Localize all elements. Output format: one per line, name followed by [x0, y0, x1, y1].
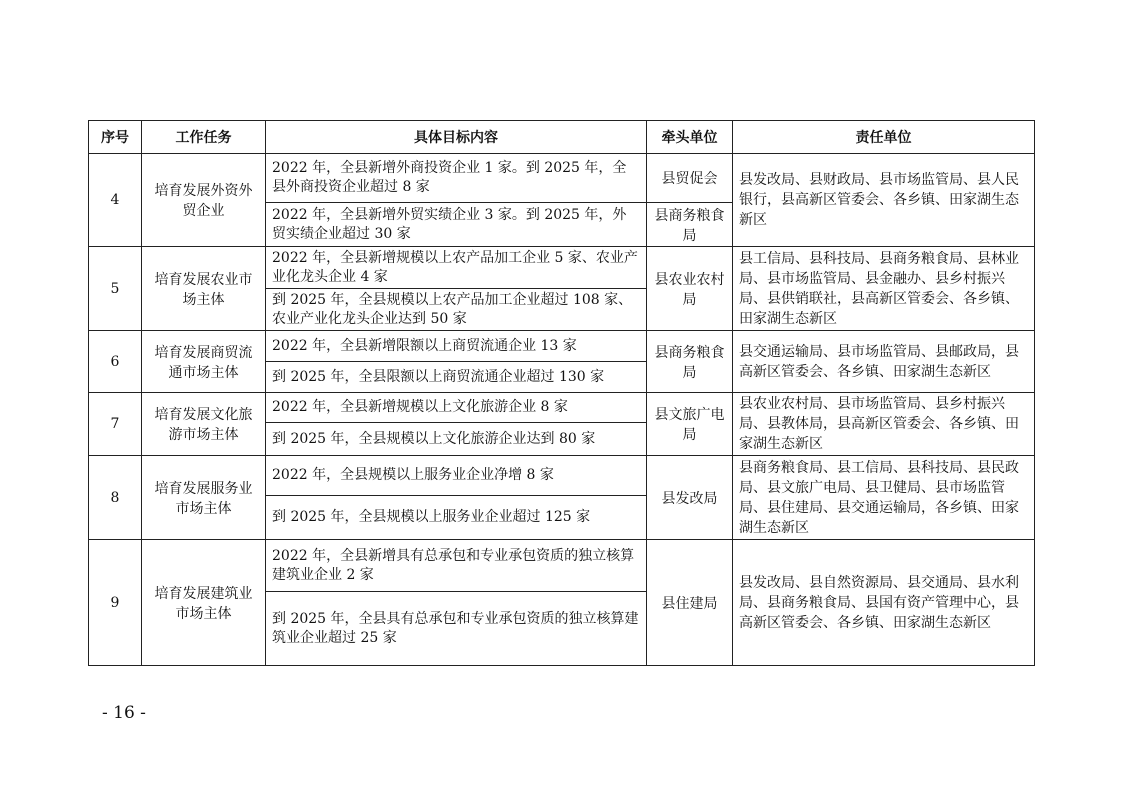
header-target: 具体目标内容	[266, 121, 647, 154]
responsibility-table	[88, 120, 1035, 666]
row-target: 到 2025 年，全县规模以上文化旅游企业达到 80 家	[266, 423, 647, 456]
page-number: - 16 -	[102, 703, 146, 723]
header-lead-unit: 牵头单位	[647, 121, 733, 154]
row-number: 7	[89, 393, 142, 456]
row-number: 8	[89, 456, 142, 540]
row-responsible-unit: 县发改局、县自然资源局、县交通局、县水利局、县商务粮食局、县国有资产管理中心，县高新区管委会、各乡镇、田家湖生态新区	[733, 540, 1035, 666]
row-lead-unit: 县发改局	[647, 456, 733, 540]
row-number: 6	[89, 331, 142, 393]
row-target: 2022 年，全县规模以上服务业企业净增 8 家	[266, 456, 647, 496]
row-lead-unit: 县贸促会	[647, 154, 733, 203]
row-target: 2022 年，全县新增规模以上文化旅游企业 8 家	[266, 393, 647, 423]
header-number: 序号	[89, 121, 142, 154]
row-task: 培育发展商贸流通市场主体	[142, 331, 266, 393]
row-lead-unit: 县文旅广电局	[647, 393, 733, 456]
row-task: 培育发展建筑业市场主体	[142, 540, 266, 666]
table-row	[89, 456, 1035, 496]
row-number: 5	[89, 247, 142, 331]
table-row	[89, 154, 1035, 203]
row-target: 到 2025 年，全县限额以上商贸流通企业超过 130 家	[266, 362, 647, 393]
header-responsible-unit: 责任单位	[733, 121, 1035, 154]
table-row	[89, 393, 1035, 423]
row-target: 2022 年，全县新增外贸实绩企业 3 家。到 2025 年，外贸实绩企业超过 30 家	[266, 203, 647, 247]
row-target: 2022 年，全县新增具有总承包和专业承包资质的独立核算建筑业企业 2 家	[266, 540, 647, 592]
table-row	[89, 247, 1035, 289]
row-lead-unit: 县商务粮食局	[647, 203, 733, 247]
row-number: 9	[89, 540, 142, 666]
row-target: 2022 年，全县新增外商投资企业 1 家。到 2025 年，全县外商投资企业超过 8 家	[266, 154, 647, 203]
header-row	[89, 121, 1035, 154]
row-responsible-unit: 县农业农村局、县市场监管局、县乡村振兴局、县教体局，县高新区管委会、各乡镇、田家湖生态新区	[733, 393, 1035, 456]
row-lead-unit: 县农业农村局	[647, 247, 733, 331]
row-target: 2022 年，全县新增规模以上农产品加工企业 5 家、农业产业化龙头企业 4 家	[266, 247, 647, 289]
row-target: 2022 年，全县新增限额以上商贸流通企业 13 家	[266, 331, 647, 362]
row-task: 培育发展外资外贸企业	[142, 154, 266, 247]
row-responsible-unit: 县交通运输局、县市场监管局、县邮政局，县高新区管委会、各乡镇、田家湖生态新区	[733, 331, 1035, 393]
row-task: 培育发展农业市场主体	[142, 247, 266, 331]
header-task: 工作任务	[142, 121, 266, 154]
row-responsible-unit: 县发改局、县财政局、县市场监管局、县人民银行，县高新区管委会、各乡镇、田家湖生态新区	[733, 154, 1035, 247]
row-responsible-unit: 县商务粮食局、县工信局、县科技局、县民政局、县文旅广电局、县卫健局、县市场监管局、县住建局、县交通运输局，各乡镇、田家湖生态新区	[733, 456, 1035, 540]
row-target: 到 2025 年，全县规模以上服务业企业超过 125 家	[266, 496, 647, 540]
row-task: 培育发展文化旅游市场主体	[142, 393, 266, 456]
table-row	[89, 540, 1035, 592]
row-lead-unit: 县住建局	[647, 540, 733, 666]
table-row	[89, 331, 1035, 362]
row-target: 到 2025 年，全县具有总承包和专业承包资质的独立核算建筑业企业超过 25 家	[266, 592, 647, 666]
row-responsible-unit: 县工信局、县科技局、县商务粮食局、县林业局、县市场监管局、县金融办、县乡村振兴局、县供销联社，县高新区管委会、各乡镇、田家湖生态新区	[733, 247, 1035, 331]
row-lead-unit: 县商务粮食局	[647, 331, 733, 393]
row-target: 到 2025 年，全县规模以上农产品加工企业超过 108 家、农业产业化龙头企业达到 50 家	[266, 289, 647, 331]
row-number: 4	[89, 154, 142, 247]
row-task: 培育发展服务业市场主体	[142, 456, 266, 540]
